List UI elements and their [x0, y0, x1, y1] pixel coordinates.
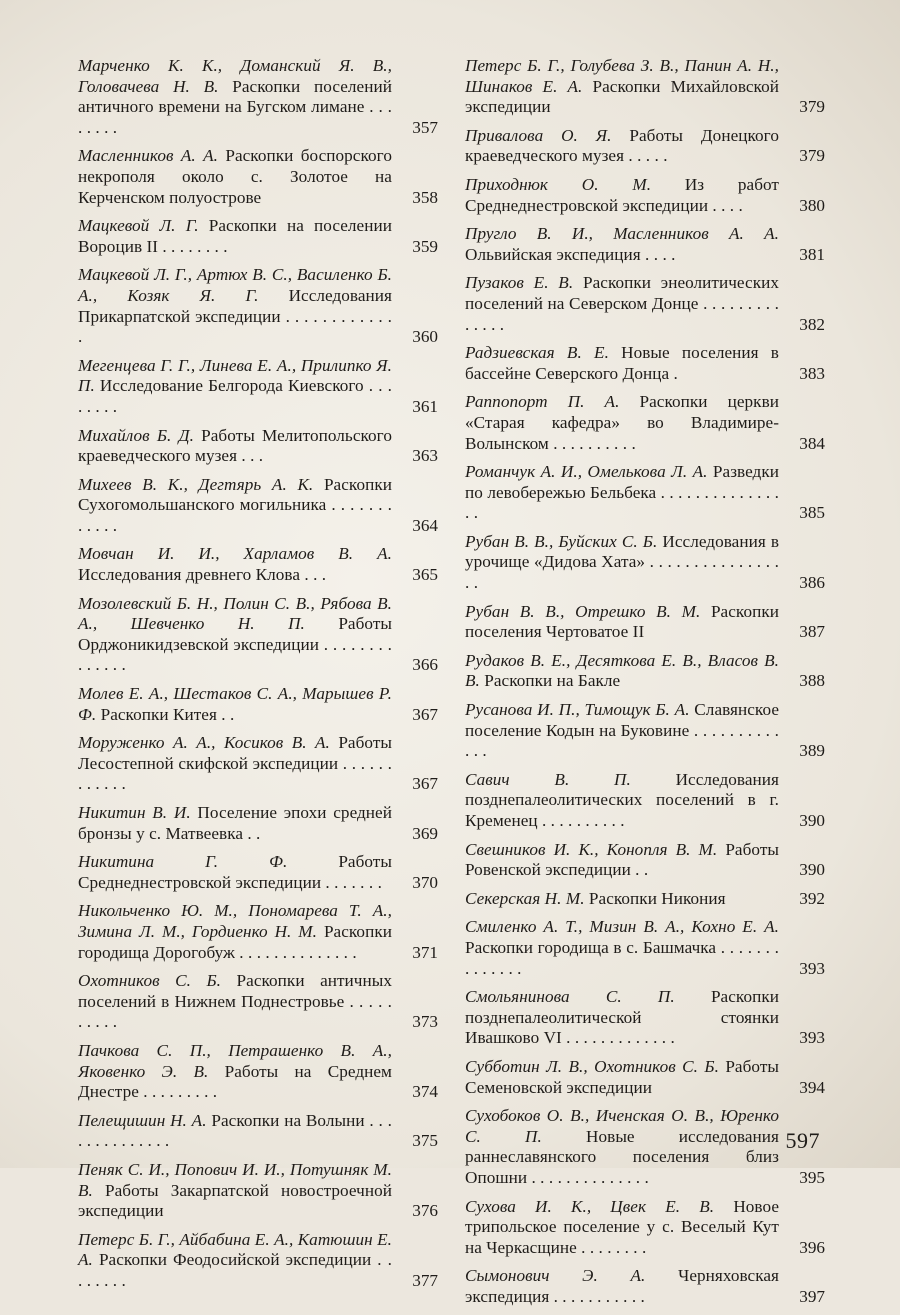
toc-entry-authors: Пеняк С. И., Попович И. И., Потушняк М. В.	[78, 1159, 392, 1200]
toc-entry-title: Раскопки Сухогомольшанского могильника . . . . . . . . . . . .	[78, 474, 392, 535]
toc-entry-authors: Смиленко А. Т., Мизин В. А., Кохно Е. А.	[465, 917, 779, 937]
toc-entry-text	[78, 426, 438, 467]
toc-entry-authors: Русанова И. П., Тимощук Б. А.	[465, 700, 690, 720]
toc-entry-authors: Пелещишин Н. А.	[78, 1110, 207, 1130]
toc-entry-text	[465, 1057, 825, 1098]
toc-entry-page: 373	[412, 1012, 438, 1032]
toc-entry	[78, 544, 438, 585]
toc-entry-page: 380	[799, 195, 825, 215]
page-number: 597	[785, 1128, 820, 1153]
toc-entry-title: Исследование Белгорода Киевского . . . . . . . .	[78, 376, 392, 416]
toc-entry	[78, 56, 438, 138]
toc-entry-authors: Мозолевский Б. Н., Полин С. В., Рябова В. А., Шевченко Н. П.	[78, 593, 392, 634]
toc-entry-text	[78, 901, 438, 963]
toc-entry	[465, 1197, 825, 1259]
toc-entry-text	[78, 971, 438, 1033]
toc-entry-authors: Рубан В. В., Буйских С. Б.	[465, 531, 658, 551]
toc-entry-authors: Мовчан И. И., Харламов В. А.	[78, 544, 392, 564]
toc-entry-page: 360	[412, 327, 438, 347]
toc-entry-page: 393	[799, 1028, 825, 1048]
toc-entry-title: Из работ Среднеднестровской экспедиции . . . .	[465, 174, 779, 215]
toc-entry-page: 393	[799, 958, 825, 978]
toc-entry-authors: Субботин Л. В., Охотников С. Б.	[465, 1056, 719, 1076]
toc-entry-page: 397	[799, 1286, 825, 1306]
toc-entry-page: 377	[412, 1270, 438, 1290]
toc-entry-page: 396	[799, 1237, 825, 1257]
toc-entry-page: 374	[412, 1082, 438, 1102]
toc-entry-text	[465, 1197, 825, 1259]
toc-entry-text	[465, 126, 825, 167]
toc-entry	[465, 392, 825, 454]
toc-entry	[465, 462, 825, 524]
toc-entry-title: Раскопки Феодосийской экспедиции . . . . . . . .	[78, 1250, 392, 1290]
toc-entry	[465, 602, 825, 643]
toc-entry	[465, 700, 825, 762]
toc-entry	[465, 273, 825, 335]
toc-entry-authors: Мегенцева Г. Г., Линева Е. А., Прилипко Я. П.	[78, 355, 392, 396]
toc-entry-title: Работы Семеновской экспедиции	[465, 1056, 779, 1097]
toc-entry-text	[465, 56, 825, 118]
toc-entry	[465, 651, 825, 692]
toc-entry-title: Раскопки поселения Чертоватое II	[465, 601, 779, 642]
toc-entry-title: Раскопки энеолитических поселений на Северском Донце . . . . . . . . . . . . . .	[465, 273, 780, 334]
toc-entry-page: 370	[412, 872, 438, 892]
toc-entry	[78, 356, 438, 418]
toc-entry	[78, 803, 438, 844]
toc-entry-title: Раскопки Михайловской экспедиции	[465, 76, 779, 117]
toc-entry	[465, 532, 825, 594]
toc-entry-page: 388	[799, 671, 825, 691]
toc-entry	[78, 684, 438, 725]
toc-entry-title: Славянское поселение Кодын на Буковине . . . . . . . . . . . . .	[465, 700, 779, 761]
toc-entry	[78, 146, 438, 208]
toc-entry-title: Работы на Среднем Днестре . . . . . . . . .	[78, 1061, 392, 1102]
toc-entry-text	[465, 700, 825, 762]
toc-entry-text	[78, 544, 438, 585]
toc-entry-text	[78, 1041, 438, 1103]
toc-entry-authors: Пругло В. И., Масленников А. А.	[465, 224, 779, 244]
toc-entry-text	[78, 56, 438, 138]
toc-entry-text	[465, 917, 825, 979]
toc-entry-text	[78, 594, 438, 676]
toc-entry-title: Раскопки Китея . .	[100, 704, 235, 724]
toc-entry	[78, 1160, 438, 1222]
toc-entry-title: Раскопки городища Дорогобуж . . . . . . . . . . . . . .	[78, 921, 392, 962]
toc-entry-text	[465, 1106, 825, 1188]
toc-entry-authors: Михеев В. К., Дегтярь А. К.	[78, 474, 314, 494]
toc-entry-page: 357	[412, 117, 438, 137]
toc-entry-page: 364	[412, 515, 438, 535]
toc-entry	[78, 733, 438, 795]
toc-entry	[465, 840, 825, 881]
toc-entry-title: Работы Закарпатской новостроечной экспедиции	[78, 1180, 392, 1221]
toc-entry	[78, 901, 438, 963]
toc-entry-authors: Романчук А. И., Омелькова Л. А.	[465, 462, 708, 482]
toc-entry-text	[465, 224, 825, 265]
toc-entry-title: Раскопки церкви «Старая кафедра» во Владимире-Волынском . . . . . . . . . .	[465, 392, 779, 453]
toc-entry-page: 376	[412, 1201, 438, 1221]
toc-entry-text	[78, 733, 438, 795]
toc-entry-page: 365	[412, 565, 438, 585]
toc-entry-page: 386	[799, 573, 825, 593]
toc-entry-title: Работы Орджоникидзевской экспедиции . . . . . . . . . . . . . .	[78, 614, 392, 675]
toc-entry	[465, 987, 825, 1049]
toc-entry-text	[78, 475, 438, 537]
toc-entry-authors: Сухобоков О. В., Иченская О. В., Юренко С. П.	[465, 1106, 779, 1146]
toc-entry	[465, 224, 825, 265]
toc-entry-title: Разведки по левобережью Бельбека . . . . . . . . . . . . . . . .	[465, 462, 779, 523]
toc-entry-text	[465, 175, 825, 216]
toc-entry-authors: Секерская Н. М.	[465, 888, 585, 908]
toc-entry-text	[465, 462, 825, 524]
toc-entry-title: Исследования в урочище «Дидова Хата» . . . . . . . . . . . . . . . . .	[465, 531, 779, 593]
toc-entry	[78, 426, 438, 467]
toc-entry	[78, 852, 438, 893]
toc-entry-text	[465, 343, 825, 384]
toc-entry-title: Новые исследования раннеславянского поселения близ Опошни . . . . . . . . . . . . . .	[465, 1126, 779, 1187]
toc-entry-authors: Сымонович Э. А.	[465, 1266, 646, 1286]
toc-entry-page: 366	[412, 655, 438, 675]
toc-entry-title: Работы Донецкого краеведческого музея . . . . .	[465, 125, 779, 166]
toc-entry-page: 382	[799, 314, 825, 334]
toc-entry	[465, 917, 825, 979]
toc-entry-authors: Петерс Б. Г., Айбабина Е. А., Катюшин Е. А.	[78, 1229, 392, 1270]
toc-entry-title: Поселение эпохи средней бронзы у с. Матвеевка . .	[78, 803, 392, 843]
toc-entry-page: 363	[412, 446, 438, 466]
toc-entry-authors: Раппопорт П. А.	[465, 392, 620, 412]
toc-entry-authors: Молев Е. А., Шестаков С. А., Марышев Р. Ф.	[78, 684, 392, 724]
toc-entry-title: Раскопки городища в с. Башмачка . . . . . . . . . . . . . .	[465, 937, 779, 978]
toc-entry-title: Раскопки на поселении Вороцив II . . . . . . . .	[78, 216, 392, 256]
toc-entry	[465, 56, 825, 118]
toc-entry-authors: Приходнюк О. М.	[465, 174, 652, 194]
toc-entry-title: Исследования позднепалеолитических поселений в г. Кременец . . . . . . . . . .	[465, 769, 779, 830]
toc-entry-title: Работы Среднеднестровской экспедиции . . . . . . .	[78, 852, 392, 892]
toc-entry-page: 369	[412, 823, 438, 843]
toc-entry-title: Раскопки на Бакле	[484, 671, 621, 691]
toc-entry-title: Раскопки на Волыни . . . . . . . . . . . . . .	[78, 1110, 392, 1151]
toc-entry-authors: Радзиевская В. Е.	[465, 343, 609, 363]
toc-entry-text	[78, 803, 438, 844]
toc-entry-authors: Никитин В. И.	[78, 803, 191, 822]
toc-entry-authors: Мацкевой Л. Г.	[78, 216, 199, 236]
toc-entry-authors: Рудаков В. Е., Десяткова Е. В., Власов В. В.	[465, 650, 779, 691]
toc-entry-authors: Никитина Г. Ф.	[78, 852, 288, 872]
toc-entry-text	[465, 889, 825, 910]
toc-entry-page: 379	[799, 97, 825, 117]
toc-entry-authors: Пузаков Е. В.	[465, 273, 574, 293]
toc-entry-page: 367	[412, 774, 438, 794]
toc-entry-page: 387	[799, 622, 825, 642]
toc-entry-text	[78, 265, 438, 347]
left-column	[78, 56, 438, 1299]
toc-entry	[465, 1057, 825, 1098]
toc-entry-page: 361	[412, 396, 438, 416]
toc-entry-title: Раскопки Никония	[588, 888, 726, 908]
toc-entry-page: 389	[799, 741, 825, 761]
toc-entry-text	[78, 1111, 438, 1152]
toc-entry-text	[78, 356, 438, 418]
toc-entry-page: 385	[799, 503, 825, 523]
toc-entry	[78, 475, 438, 537]
toc-entry-text	[78, 216, 438, 257]
right-column	[465, 56, 825, 1315]
toc-entry-authors: Савич В. П.	[465, 769, 631, 789]
toc-entry-authors: Марченко К. К., Доманский Я. В., Головачева Н. В.	[78, 56, 392, 96]
toc-entry-title: Новое трипольское поселение у с. Веселый Кут на Черкасщине . . . . . . . .	[465, 1196, 779, 1257]
toc-entry-title: Новые поселения в бассейне Северского Донца .	[465, 343, 779, 383]
toc-entry-authors: Михайлов Б. Д.	[78, 425, 194, 445]
toc-entry-authors: Рубан В. В., Отрешко В. М.	[465, 601, 701, 621]
toc-entry-text	[465, 602, 825, 643]
toc-entry-text	[78, 684, 438, 725]
toc-entry-page: 375	[412, 1131, 438, 1151]
toc-entry-title: Исследования древнего Клова . . .	[78, 565, 327, 585]
toc-entry	[465, 889, 825, 910]
toc-entry-page: 384	[799, 433, 825, 453]
toc-entry-page: 371	[412, 942, 438, 962]
toc-entry-text	[78, 1230, 438, 1292]
toc-entry	[78, 216, 438, 257]
toc-entry-text	[78, 146, 438, 208]
toc-entry-text	[465, 1266, 825, 1307]
toc-entry-text	[465, 392, 825, 454]
toc-entry-text	[465, 273, 825, 335]
toc-entry-page: 392	[799, 888, 825, 908]
toc-entry-authors: Сухова И. К., Цвек Е. В.	[465, 1196, 715, 1216]
toc-entry-page: 358	[412, 187, 438, 207]
toc-entry-authors: Масленников А. А.	[78, 146, 218, 166]
toc-entry-text	[465, 770, 825, 832]
toc-entry-page: 390	[799, 811, 825, 830]
toc-entry	[465, 175, 825, 216]
toc-entry-authors: Мацкевой Л. Г., Артюх В. С., Василенко Б. А., Козяк Я. Г.	[78, 265, 392, 305]
toc-entry-text	[78, 852, 438, 893]
toc-entry-page: 367	[412, 704, 438, 724]
toc-entry-text	[465, 651, 825, 692]
toc-entry-title: Работы Мелитопольского краеведческого музея . . .	[78, 425, 392, 466]
toc-entry	[78, 265, 438, 347]
toc-entry	[465, 1266, 825, 1307]
toc-entry-authors: Никольченко Ю. М., Пономарева Т. А., Зимина Л. М., Гордиенко Н. М.	[78, 901, 392, 941]
toc-entry	[465, 770, 825, 832]
toc-entry	[78, 971, 438, 1033]
toc-entry-page: 383	[799, 363, 825, 383]
toc-entry	[465, 126, 825, 167]
toc-entry-title: Раскопки античных поселений в Нижнем Поднестровье . . . . . . . . . .	[78, 971, 392, 1032]
toc-entry-title: Раскопки боспорского некрополя около с. Золотое на Керченском полуострове	[78, 146, 392, 207]
toc-entry-text	[465, 532, 825, 594]
toc-entry-title: Раскопки поселений античного времени на Бугском лимане . . . . . . . .	[78, 76, 392, 137]
toc-entry	[78, 1041, 438, 1103]
toc-entry-authors: Свешников И. К., Конопля В. М.	[465, 839, 718, 859]
toc-entry-text	[78, 1160, 438, 1222]
toc-entry-title: Раскопки позднепалеолитической стоянки Ивашково VI . . . . . . . . . . . . .	[465, 987, 779, 1048]
toc-entry-authors: Смольянинова С. П.	[465, 987, 675, 1007]
toc-entry-title: Ольвийская экспедиция . . . .	[465, 244, 676, 264]
toc-entry	[465, 343, 825, 384]
toc-entry-title: Черняховская экспедиция . . . . . . . . . . .	[465, 1266, 779, 1306]
toc-entry-text	[465, 987, 825, 1049]
toc-entry-title: Исследования Прикарпатской экспедиции . . . . . . . . . . . . .	[78, 285, 392, 347]
toc-entry	[78, 594, 438, 676]
toc-entry-authors: Моруженко А. А., Косиков В. А.	[78, 733, 330, 753]
toc-entry-authors: Петерс Б. Г., Голубева З. В., Панин А. Н., Шинаков Е. А.	[465, 56, 779, 96]
toc-entry-text	[465, 840, 825, 881]
toc-entry-page: 390	[799, 860, 825, 880]
toc-entry-page: 359	[412, 236, 438, 256]
toc-entry-page: 381	[799, 244, 825, 264]
toc-entry-authors: Привалова О. Я.	[465, 125, 612, 145]
toc-entry-authors: Охотников С. Б.	[78, 971, 222, 991]
toc-entry-title: Работы Ровенской экспедиции . .	[465, 839, 779, 880]
toc-entry-page: 379	[799, 146, 825, 166]
toc-entry	[465, 1106, 825, 1188]
toc-entry	[78, 1230, 438, 1292]
toc-entry-title: Работы Лесостепной скифской экспедиции . . . . . . . . . . . .	[78, 733, 392, 794]
toc-entry-page: 394	[799, 1077, 825, 1097]
toc-entry	[78, 1111, 438, 1152]
toc-entry-authors: Пачкова С. П., Петрашенко В. А., Яковенко Э. В.	[78, 1040, 392, 1081]
toc-entry-page: 395	[799, 1167, 825, 1187]
